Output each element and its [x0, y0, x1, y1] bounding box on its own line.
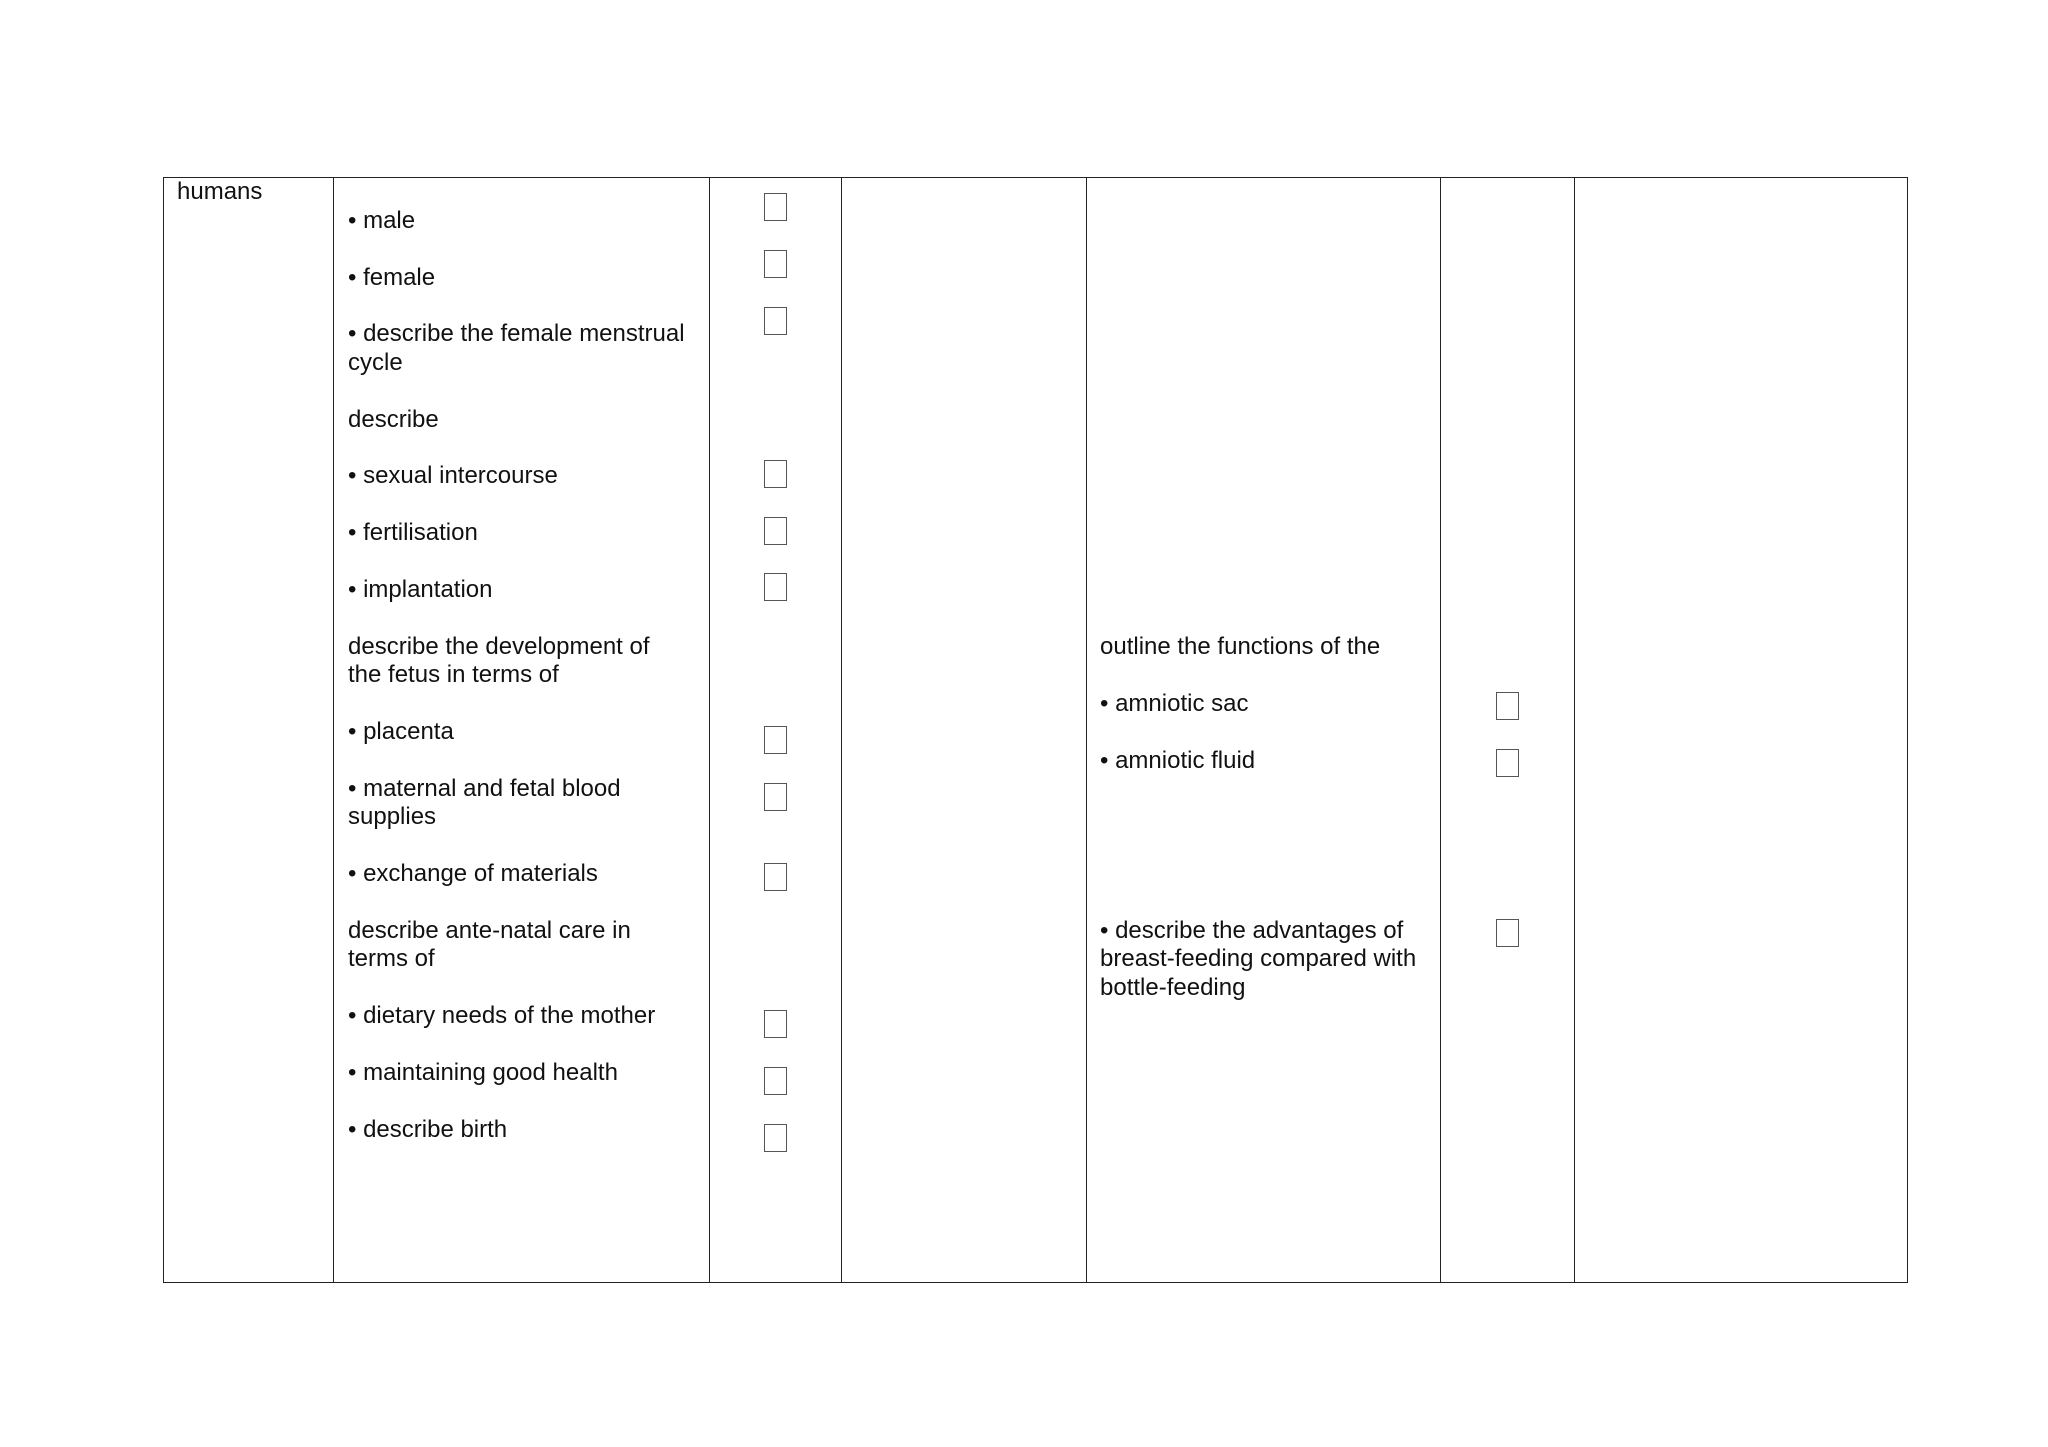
column-divider [1440, 178, 1441, 1282]
list-item: • sexual intercourse [348, 462, 558, 489]
list-item-continued: cycle [348, 349, 403, 376]
section-heading-continued: the fetus in terms of [348, 661, 559, 688]
list-item: • female [348, 264, 436, 291]
list-item-continued: bottle-feeding [1100, 974, 1246, 1001]
checkbox-fertilisation[interactable] [764, 517, 787, 545]
list-item-continued: supplies [348, 803, 437, 830]
column-divider [1574, 178, 1575, 1282]
checkbox-sexual-intercourse[interactable] [764, 460, 787, 488]
section-heading: describe the development of [348, 633, 650, 660]
checkbox-amniotic-fluid[interactable] [1496, 749, 1519, 777]
outline-table [163, 177, 1908, 1283]
checkbox-female[interactable] [764, 250, 787, 278]
topic-label: humans [177, 178, 263, 205]
checkbox-placenta[interactable] [764, 726, 787, 754]
list-item: • amniotic sac [1100, 690, 1249, 717]
list-item: • exchange of materials [348, 860, 598, 887]
list-item: • fertilisation [348, 519, 478, 546]
column-divider [709, 178, 710, 1282]
list-item: • dietary needs of the mother [348, 1002, 656, 1029]
checkbox-male[interactable] [764, 193, 787, 221]
section-heading: describe [348, 406, 439, 433]
checkbox-blood-supplies[interactable] [764, 783, 787, 811]
checkbox-amniotic-sac[interactable] [1496, 692, 1519, 720]
checkbox-breast-feeding[interactable] [1496, 919, 1519, 947]
list-item: • describe birth [348, 1116, 508, 1143]
section-heading: describe ante-natal care in [348, 917, 631, 944]
section-heading: outline the functions of the [1100, 633, 1381, 660]
column-divider [1086, 178, 1087, 1282]
list-item: • male [348, 207, 416, 234]
column-divider [333, 178, 334, 1282]
list-item: • maintaining good health [348, 1059, 618, 1086]
checkbox-dietary-needs[interactable] [764, 1010, 787, 1038]
section-heading-continued: terms of [348, 945, 435, 972]
column-divider [841, 178, 842, 1282]
list-item: • describe the female menstrual [348, 320, 685, 347]
list-item: • maternal and fetal blood [348, 775, 621, 802]
list-item-continued: breast-feeding compared with [1100, 945, 1417, 972]
checkbox-good-health[interactable] [764, 1067, 787, 1095]
list-item: • implantation [348, 576, 493, 603]
checkbox-exchange-of-materials[interactable] [764, 863, 787, 891]
list-item: • placenta [348, 718, 454, 745]
list-item: • amniotic fluid [1100, 747, 1256, 774]
checkbox-describe-birth[interactable] [764, 1124, 787, 1152]
list-item: • describe the advantages of [1100, 917, 1404, 944]
checkbox-menstrual-cycle[interactable] [764, 307, 787, 335]
checkbox-implantation[interactable] [764, 573, 787, 601]
